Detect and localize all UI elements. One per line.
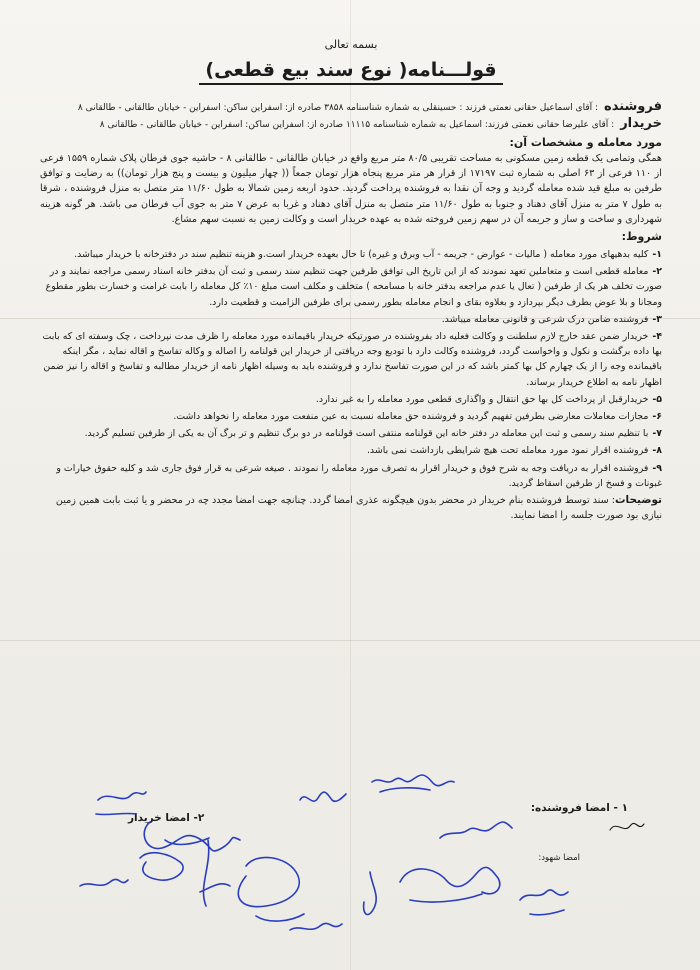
document-title-text: قولـــنامه( نوع سند بیع قطعی) [199, 59, 502, 85]
signature-scribble [520, 890, 568, 915]
seller-line [40, 99, 662, 116]
condition-item [40, 461, 662, 491]
condition-text: معامله قطعی است و متعاملین تعهد نمودند که از این تاریخ الی توافق طرفین جهت تنظیم سند رسمی و ثبت آن بدفتر خانه اسناد رسمی مراجعه نمایند و در صورت تخلف هر یک از طرفین ( تعال یا عدم مراجعه بدفتر خانه با مسامحه ) متخلف و مکلف است مبلغ ۱۰٪ کل معامله را بابت غرامت و خسارت بطور مقطوع ومجانا و بلا عوض بطرف دیگر بپردازد و بعلاوه بقای و انجام معامله بطور رسمی برای طرفین الزامیت و قطعیت دارد. [45, 266, 662, 308]
condition-number: ۸- [652, 445, 662, 457]
signature-scribble [290, 923, 342, 930]
signature-scribble [140, 853, 183, 880]
signature-scribble [440, 822, 512, 838]
signature-scribble [372, 775, 454, 792]
conditions-heading: شروط: [621, 230, 662, 244]
condition-text: خریدارقبل از پرداخت کل بها حق انتقال و واگذاری قطعی مورد معامله را به غیر ندارد. [315, 393, 649, 405]
signature-scribble [96, 792, 146, 815]
notes [40, 493, 662, 523]
condition-number: ۵- [652, 393, 662, 405]
condition-item [40, 264, 662, 310]
handwritten-signatures [0, 770, 700, 970]
seller-label: فروشنده [604, 99, 662, 114]
signature-scribble [400, 867, 500, 902]
seller-signature [610, 823, 644, 830]
seller-details: : آقای اسماعیل حقانی نعمتی فرزند : حسینقلی به شماره شناسنامه ۳۸۵۸ صادره از: اسفراین ساکن: اسفراین - خیابان طالقانی - طالقانی ۸ [77, 103, 599, 113]
condition-number: ۴- [652, 331, 662, 343]
basmala: بسمه تعالی [324, 38, 378, 51]
notes-label: توضیحات [614, 494, 662, 507]
condition-item [40, 426, 662, 441]
subject-heading: مورد معامله و مشخصات آن: [509, 136, 662, 149]
subject-text: همگی وتمامی یک قطعه زمین مسکونی به مساحت تقریبی ۸۰/۵ متر مربع واقع در خیابان طالقانی - طالقانی ۸ - حاشیه جوی فرطان پلاک شماره ۱۵۵۹ فرعی از ۱۱۰ فرعی از ۶۳ اصلی به شماره ثبت ۱۷۱۹۷ از قرار هر متر مربع پنجاه هزار تومان جمعاً (( چهار میلیون و بیست و پنج هزار تومان)) به رضایت و توافق طرفین به مبلغ قید شده معامله گردید و وجه آن نقدا به فروشنده پرداخت گردید. حدود اربعه زمین شمالا به طول ۱۱/۶۰ متر متصل به منزل فروشنده ، شرقا به طول ۷ متر به منزل آقای دهناد و جنوبا به طول ۱۱/۶۰ متر متصل به منزل آقای دهناد و غربا به عرض ۷ متر به جوی آب فرطان می باشد. هر گونه هزینه شهرداری و ساخت و ساز و جریمه آن در سهم زمین فروخته شده به عهده خریدار است و وکالت زمین به نسبت سهم مشاع. [40, 153, 662, 225]
notes-text: : سند توسط فروشنده بنام خریدار در محضر بدون هیچگونه عذری امضا گردد. چنانچه جهت امضا مجدد چه در محضر و یا ثبت بابت همین زمین نیازی بود صورت جلسه را امضا نمایند. [55, 495, 662, 522]
condition-number: ۶- [652, 411, 662, 423]
signature-scribble [200, 840, 230, 906]
condition-item [40, 312, 662, 327]
condition-item [40, 329, 662, 390]
signature-scribble [300, 792, 346, 801]
condition-number: ۹- [652, 462, 662, 474]
condition-number: ۱- [652, 249, 662, 261]
buyer-label: خریدار [620, 116, 662, 131]
condition-item [40, 409, 662, 424]
condition-item [40, 247, 662, 262]
condition-text: فروشنده ضامن درک شرعی و قانونی معامله میباشد. [441, 313, 649, 325]
document-body [40, 38, 662, 523]
condition-item [40, 443, 662, 458]
condition-text: خریدار ضمن عقد خارج لازم سلطنت و وکالت فعلیه داد بفروشنده در صورتیکه خریدار باقیمانده مورد معامله را ظرف مدت نپرداخت ، چک وسفته ای که بابت بها داده برگشت و نکول و واخواست گردد، فروشنده وکالت دارد با تودیع وجه دریافتی از خریدار این قولنامه را اصاله و وکاله تفاسخ و اقاله نماید ، مگر اینکه باقیمانده وجه را از یک چهارم کل بها کمتر باشد که در این صورت تفاسخ ندارد و فروشنده باید به وسیله اظهار نامه از خریدار مطالبه و تفاسخ و اقاله را نیز ضمن اظهار نامه به اطلاع خریدار برساند. [42, 331, 662, 388]
condition-text: کلیه بدهیهای مورد معامله ( مالیات - عوارض - جریمه - آب وبرق و غیره) تا حال بعهده خریدار است.و هزینه تنظیم سند در دفترخانه با خریدار میباشد. [74, 249, 649, 261]
condition-text: فروشنده اقرار به دریافت وجه به شرح فوق و خریدار اقرار به تصرف مورد معامله را نمودند . صیغه شرعی به قرار فوق جاری شد و کلیه حقوق خیارات و غبونات و فسخ از طرفین اسقاط گردید. [56, 462, 662, 489]
document-title [40, 59, 662, 81]
condition-text: مجازات معاملات معارضی بطرفین تفهیم گردید و فروشنده حق معامله نسبت به عین منفعت مورد معامله را نخواهد داشت. [173, 411, 649, 423]
buyer-line [40, 116, 662, 133]
seller-signature-label: ۱ - امضا فروشنده: [530, 802, 628, 814]
condition-number: ۷- [652, 428, 662, 440]
signature-scribble [144, 822, 240, 851]
condition-text: فروشنده اقرار نمود مورد معامله تحت هیچ شرایطی بازداشت نمی باشد. [366, 445, 649, 457]
condition-number: ۲- [652, 266, 662, 278]
buyer-details: : آقای علیرضا حقانی نعمتی فرزند: اسماعیل به شماره شناسنامه ۱۱۱۱۵ صادره از: اسفراین ساکن: اسفراین - خیابان طالقانی - طالقانی ۸ [99, 120, 615, 130]
signature-scribble [364, 872, 377, 915]
signature-scribble [80, 879, 128, 886]
condition-number: ۳- [652, 313, 662, 325]
condition-text: با تنظیم سند رسمی و ثبت این معامله در دفتر خانه این قولنامه منتفی است قولنامه در دو برگ تنظیم و تر برگ آن به یکی از طرفین تسلیم گردید. [84, 428, 649, 440]
signature-scribble [238, 857, 304, 921]
condition-item [40, 392, 662, 407]
witnesses-label: امضا شهود: [538, 853, 580, 863]
buyer-signature-label: ۲- امضا خریدار [128, 812, 205, 824]
